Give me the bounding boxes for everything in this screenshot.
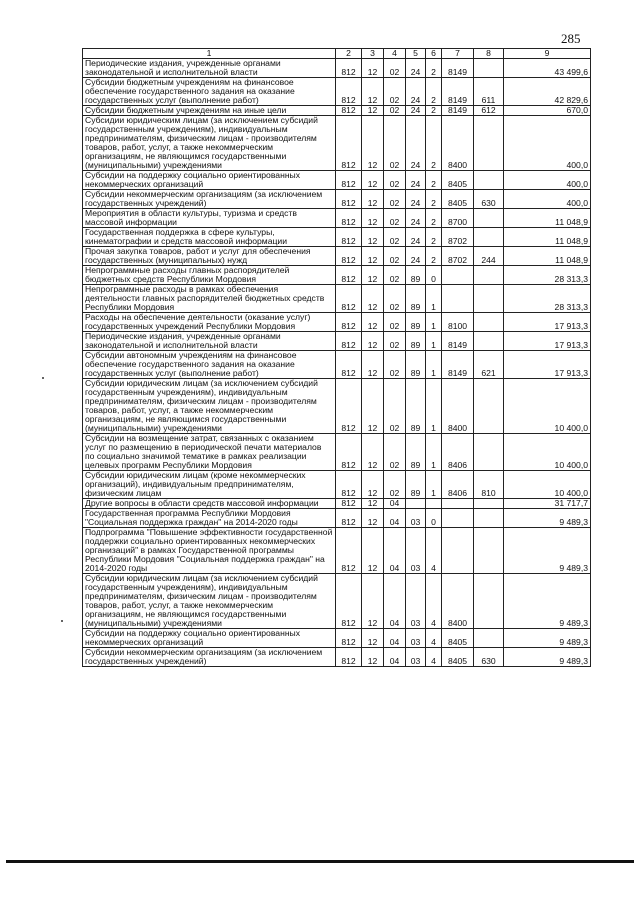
row-name-cell: Субсидии на поддержку социально ориентированных некоммерческих организаций [83, 629, 336, 648]
row-code-cell: 244 [474, 247, 504, 266]
row-code-cell: 02 [384, 471, 406, 499]
row-code-cell: 2 [426, 228, 442, 247]
row-code-cell [474, 574, 504, 629]
row-code-cell: 12 [362, 379, 384, 434]
row-code-cell: 8405 [442, 190, 474, 209]
row-code-cell: 24 [406, 171, 426, 190]
row-code-cell: 8149 [442, 59, 474, 78]
row-code-cell: 8149 [442, 78, 474, 106]
row-code-cell: 03 [406, 629, 426, 648]
table-row [83, 285, 591, 313]
row-code-cell [474, 209, 504, 228]
row-code-cell [474, 499, 504, 509]
row-code-cell: 24 [406, 116, 426, 171]
row-code-cell: 2 [426, 59, 442, 78]
row-amount-cell: 11 048,9 [504, 209, 591, 228]
row-amount-cell: 43 499,6 [504, 59, 591, 78]
row-code-cell: 8702 [442, 228, 474, 247]
row-code-cell: 12 [362, 190, 384, 209]
row-code-cell [474, 528, 504, 574]
table-row [83, 266, 591, 285]
row-code-cell: 2 [426, 247, 442, 266]
row-amount-cell: 9 489,3 [504, 574, 591, 629]
row-amount-cell: 11 048,9 [504, 228, 591, 247]
row-code-cell: 4 [426, 629, 442, 648]
row-code-cell: 611 [474, 78, 504, 106]
row-code-cell: 8100 [442, 313, 474, 332]
row-code-cell: 812 [336, 574, 362, 629]
row-code-cell: 812 [336, 59, 362, 78]
row-name-cell: Периодические издания, учрежденные органами законодательной и исполнительной власти [83, 59, 336, 78]
scan-speck [61, 620, 63, 622]
row-code-cell: 12 [362, 247, 384, 266]
row-name-cell: Субсидии на поддержку социально ориентированных некоммерческих организаций [83, 171, 336, 190]
header-cell: 9 [504, 49, 591, 59]
row-code-cell [442, 266, 474, 285]
row-code-cell: 812 [336, 351, 362, 379]
table-row [83, 171, 591, 190]
row-code-cell [474, 434, 504, 471]
table-row [83, 78, 591, 106]
table-row [83, 247, 591, 266]
row-code-cell: 621 [474, 351, 504, 379]
header-cell: 5 [406, 49, 426, 59]
row-code-cell: 812 [336, 648, 362, 667]
row-code-cell: 812 [336, 190, 362, 209]
row-amount-cell: 400,0 [504, 190, 591, 209]
row-code-cell: 612 [474, 106, 504, 116]
row-code-cell: 12 [362, 106, 384, 116]
row-code-cell: 8405 [442, 171, 474, 190]
row-code-cell: 1 [426, 379, 442, 434]
row-code-cell: 812 [336, 285, 362, 313]
row-code-cell [406, 499, 426, 509]
row-name-cell: Субсидии некоммерческим организациям (за исключением государственных учреждений) [83, 190, 336, 209]
row-code-cell [426, 499, 442, 509]
row-code-cell: 8149 [442, 106, 474, 116]
row-amount-cell: 17 913,3 [504, 313, 591, 332]
row-code-cell: 1 [426, 434, 442, 471]
row-code-cell: 812 [336, 379, 362, 434]
row-code-cell: 1 [426, 332, 442, 351]
row-code-cell: 04 [384, 648, 406, 667]
row-code-cell [474, 313, 504, 332]
row-code-cell: 04 [384, 528, 406, 574]
header-cell: 7 [442, 49, 474, 59]
table-row [83, 116, 591, 171]
row-amount-cell: 670,0 [504, 106, 591, 116]
table-row [83, 106, 591, 116]
page-number: 285 [561, 31, 581, 46]
table-row [83, 190, 591, 209]
row-code-cell: 4 [426, 648, 442, 667]
row-code-cell: 89 [406, 434, 426, 471]
row-name-cell: Субсидии бюджетным учреждениям на финансовое обеспечение государственного задания на оказание государственных услуг (выполнение работ) [83, 78, 336, 106]
row-code-cell: 1 [426, 285, 442, 313]
row-code-cell: 812 [336, 499, 362, 509]
row-name-cell: Прочая закупка товаров, работ и услуг для обеспечения государственных (муниципальных) нужд [83, 247, 336, 266]
header-cell: 1 [83, 49, 336, 59]
row-code-cell: 89 [406, 471, 426, 499]
row-code-cell: 12 [362, 509, 384, 528]
row-code-cell: 1 [426, 351, 442, 379]
row-code-cell: 02 [384, 190, 406, 209]
row-code-cell: 03 [406, 528, 426, 574]
row-code-cell: 630 [474, 190, 504, 209]
row-code-cell: 12 [362, 629, 384, 648]
row-name-cell: Непрограммные расходы главных распорядителей бюджетных средств Республики Мордовия [83, 266, 336, 285]
table-row [83, 648, 591, 667]
row-code-cell: 8149 [442, 351, 474, 379]
row-code-cell: 12 [362, 285, 384, 313]
row-code-cell [442, 285, 474, 313]
row-code-cell: 2 [426, 116, 442, 171]
row-code-cell: 8400 [442, 379, 474, 434]
row-name-cell: Субсидии юридическим лицам (за исключением субсидий государственным учреждениям), индивидуальным предпринимателям, физическим лицам - производителям товаров, работ, услуг, а также некоммерческим организациям, не являющимся государственными (муниципальными) учреждениями [83, 574, 336, 629]
row-amount-cell: 31 717,7 [504, 499, 591, 509]
row-amount-cell: 400,0 [504, 171, 591, 190]
row-code-cell: 810 [474, 471, 504, 499]
row-amount-cell: 28 313,3 [504, 285, 591, 313]
row-code-cell: 12 [362, 313, 384, 332]
bottom-rule [6, 860, 634, 863]
table-row [83, 528, 591, 574]
row-code-cell: 12 [362, 528, 384, 574]
table-row [83, 351, 591, 379]
row-code-cell: 12 [362, 332, 384, 351]
row-name-cell: Субсидии некоммерческим организациям (за исключением государственных учреждений) [83, 648, 336, 667]
row-code-cell: 04 [384, 499, 406, 509]
row-code-cell: 812 [336, 266, 362, 285]
row-code-cell: 02 [384, 351, 406, 379]
row-amount-cell: 11 048,9 [504, 247, 591, 266]
row-code-cell: 812 [336, 434, 362, 471]
row-code-cell: 8405 [442, 648, 474, 667]
row-code-cell: 02 [384, 78, 406, 106]
row-name-cell: Субсидии юридическим лицам (за исключением субсидий государственным учреждениям), индивидуальным предпринимателям, физическим лицам - производителям товаров, работ, услуг, а также некоммерческим организациям, не являющимся государственными (муниципальными) учреждениями [83, 116, 336, 171]
row-code-cell: 02 [384, 266, 406, 285]
row-code-cell: 24 [406, 190, 426, 209]
row-code-cell: 812 [336, 209, 362, 228]
row-code-cell: 812 [336, 106, 362, 116]
row-name-cell: Мероприятия в области культуры, туризма и средств массовой информации [83, 209, 336, 228]
row-code-cell: 04 [384, 629, 406, 648]
row-code-cell: 4 [426, 528, 442, 574]
row-code-cell [474, 509, 504, 528]
row-code-cell: 24 [406, 228, 426, 247]
row-amount-cell: 10 400,0 [504, 379, 591, 434]
row-name-cell: Подпрограмма "Повышение эффективности государственной поддержки социально ориентированных некоммерческих организаций" в рамках Государственной программы Республики Мордовия "Социальная поддержка граждан" на 2014-2020 годы [83, 528, 336, 574]
row-code-cell: 12 [362, 499, 384, 509]
row-name-cell: Непрограммные расходы в рамках обеспечения деятельности главных распорядителей бюджетных средств Республики Мордовия [83, 285, 336, 313]
row-code-cell: 812 [336, 629, 362, 648]
table-row [83, 471, 591, 499]
row-code-cell [474, 116, 504, 171]
table-row [83, 228, 591, 247]
row-code-cell: 02 [384, 228, 406, 247]
row-code-cell: 89 [406, 266, 426, 285]
header-cell: 3 [362, 49, 384, 59]
row-code-cell: 02 [384, 313, 406, 332]
header-cell: 2 [336, 49, 362, 59]
row-code-cell: 24 [406, 59, 426, 78]
row-code-cell [474, 171, 504, 190]
row-code-cell: 04 [384, 574, 406, 629]
row-code-cell: 8406 [442, 471, 474, 499]
row-amount-cell: 17 913,3 [504, 332, 591, 351]
row-code-cell: 2 [426, 78, 442, 106]
row-code-cell: 02 [384, 171, 406, 190]
table-row [83, 499, 591, 509]
row-code-cell: 812 [336, 528, 362, 574]
row-code-cell: 12 [362, 78, 384, 106]
row-code-cell: 89 [406, 285, 426, 313]
row-code-cell: 03 [406, 648, 426, 667]
row-code-cell: 02 [384, 247, 406, 266]
row-code-cell: 02 [384, 116, 406, 171]
row-code-cell: 12 [362, 574, 384, 629]
row-name-cell: Государственная поддержка в сфере культуры, кинематографии и средств массовой информации [83, 228, 336, 247]
row-code-cell: 89 [406, 379, 426, 434]
budget-table [82, 48, 591, 667]
row-code-cell: 812 [336, 509, 362, 528]
row-amount-cell: 9 489,3 [504, 648, 591, 667]
table-row [83, 59, 591, 78]
table-row [83, 379, 591, 434]
row-code-cell: 812 [336, 332, 362, 351]
table-row [83, 313, 591, 332]
row-code-cell: 8702 [442, 247, 474, 266]
row-code-cell: 24 [406, 78, 426, 106]
header-cell: 8 [474, 49, 504, 59]
row-code-cell: 12 [362, 351, 384, 379]
row-code-cell: 1 [426, 313, 442, 332]
row-code-cell: 8400 [442, 116, 474, 171]
row-code-cell: 24 [406, 106, 426, 116]
row-code-cell: 89 [406, 313, 426, 332]
scan-speck [42, 377, 44, 379]
table-row [83, 209, 591, 228]
row-code-cell: 8700 [442, 209, 474, 228]
row-amount-cell: 9 489,3 [504, 509, 591, 528]
row-code-cell: 812 [336, 313, 362, 332]
table-row [83, 332, 591, 351]
row-code-cell: 0 [426, 509, 442, 528]
row-code-cell: 4 [426, 574, 442, 629]
row-code-cell: 12 [362, 266, 384, 285]
table-row [83, 629, 591, 648]
row-name-cell: Другие вопросы в области средств массовой информации [83, 499, 336, 509]
row-code-cell [474, 629, 504, 648]
table-body [83, 59, 591, 667]
row-code-cell: 2 [426, 106, 442, 116]
row-name-cell: Расходы на обеспечение деятельности (оказание услуг) государственных учреждений Республики Мордовия [83, 313, 336, 332]
row-code-cell: 02 [384, 434, 406, 471]
table-row [83, 434, 591, 471]
row-code-cell [442, 499, 474, 509]
row-name-cell: Государственная программа Республики Мордовия "Социальная поддержка граждан" на 2014-2020 годы [83, 509, 336, 528]
row-code-cell: 2 [426, 171, 442, 190]
row-code-cell: 02 [384, 209, 406, 228]
row-code-cell [474, 228, 504, 247]
row-amount-cell: 42 829,6 [504, 78, 591, 106]
row-amount-cell: 10 400,0 [504, 471, 591, 499]
row-amount-cell: 28 313,3 [504, 266, 591, 285]
row-code-cell: 89 [406, 332, 426, 351]
row-amount-cell: 9 489,3 [504, 528, 591, 574]
row-name-cell: Субсидии автономным учреждениям на финансовое обеспечение государственного задания на оказание государственных услуг (выполнение работ) [83, 351, 336, 379]
row-code-cell [442, 528, 474, 574]
row-code-cell: 8405 [442, 629, 474, 648]
row-code-cell: 812 [336, 78, 362, 106]
row-code-cell: 8400 [442, 574, 474, 629]
row-code-cell: 1 [426, 471, 442, 499]
row-code-cell: 12 [362, 228, 384, 247]
row-name-cell: Субсидии юридическим лицам (за исключением субсидий государственным учреждениям), индивидуальным предпринимателям, физическим лицам - производителям товаров, работ, услуг, а также некоммерческим организациям, не являющимся государственными (муниципальными) учреждениями [83, 379, 336, 434]
row-code-cell: 812 [336, 471, 362, 499]
row-code-cell: 02 [384, 379, 406, 434]
table-row [83, 574, 591, 629]
row-code-cell: 24 [406, 247, 426, 266]
row-name-cell: Субсидии юридическим лицам (кроме некоммерческих организаций), индивидуальным предпринимателям, физическим лицам [83, 471, 336, 499]
row-code-cell: 12 [362, 171, 384, 190]
row-code-cell: 02 [384, 106, 406, 116]
row-code-cell: 0 [426, 266, 442, 285]
row-amount-cell: 17 913,3 [504, 351, 591, 379]
row-code-cell: 02 [384, 285, 406, 313]
row-code-cell: 02 [384, 332, 406, 351]
budget-table-wrapper [82, 48, 590, 667]
row-code-cell: 812 [336, 171, 362, 190]
row-code-cell: 2 [426, 190, 442, 209]
row-code-cell: 24 [406, 209, 426, 228]
row-code-cell: 8406 [442, 434, 474, 471]
row-code-cell: 812 [336, 228, 362, 247]
row-code-cell: 8149 [442, 332, 474, 351]
row-code-cell: 630 [474, 648, 504, 667]
row-code-cell [474, 59, 504, 78]
row-code-cell: 12 [362, 116, 384, 171]
row-code-cell: 02 [384, 59, 406, 78]
row-code-cell [474, 379, 504, 434]
row-code-cell: 03 [406, 509, 426, 528]
row-code-cell: 12 [362, 209, 384, 228]
row-amount-cell: 9 489,3 [504, 629, 591, 648]
header-cell: 6 [426, 49, 442, 59]
row-code-cell: 812 [336, 116, 362, 171]
row-code-cell [474, 266, 504, 285]
row-code-cell: 12 [362, 434, 384, 471]
row-code-cell: 12 [362, 59, 384, 78]
row-code-cell: 2 [426, 209, 442, 228]
row-code-cell [474, 332, 504, 351]
row-code-cell: 03 [406, 574, 426, 629]
row-amount-cell: 400,0 [504, 116, 591, 171]
row-code-cell: 812 [336, 247, 362, 266]
row-name-cell: Субсидии на возмещение затрат, связанных с оказанием услуг по размещению в периодической печати материалов по социально значимой тематике в рамках реализации целевых программ Республики Мордовия [83, 434, 336, 471]
row-code-cell [474, 285, 504, 313]
row-code-cell: 04 [384, 509, 406, 528]
table-row [83, 509, 591, 528]
row-code-cell [442, 509, 474, 528]
row-name-cell: Периодические издания, учрежденные органами законодательной и исполнительной власти [83, 332, 336, 351]
row-code-cell: 89 [406, 351, 426, 379]
row-code-cell: 12 [362, 648, 384, 667]
table-header-row [83, 49, 591, 59]
row-code-cell: 12 [362, 471, 384, 499]
row-amount-cell: 10 400,0 [504, 434, 591, 471]
row-name-cell: Субсидии бюджетным учреждениям на иные цели [83, 106, 336, 116]
header-cell: 4 [384, 49, 406, 59]
